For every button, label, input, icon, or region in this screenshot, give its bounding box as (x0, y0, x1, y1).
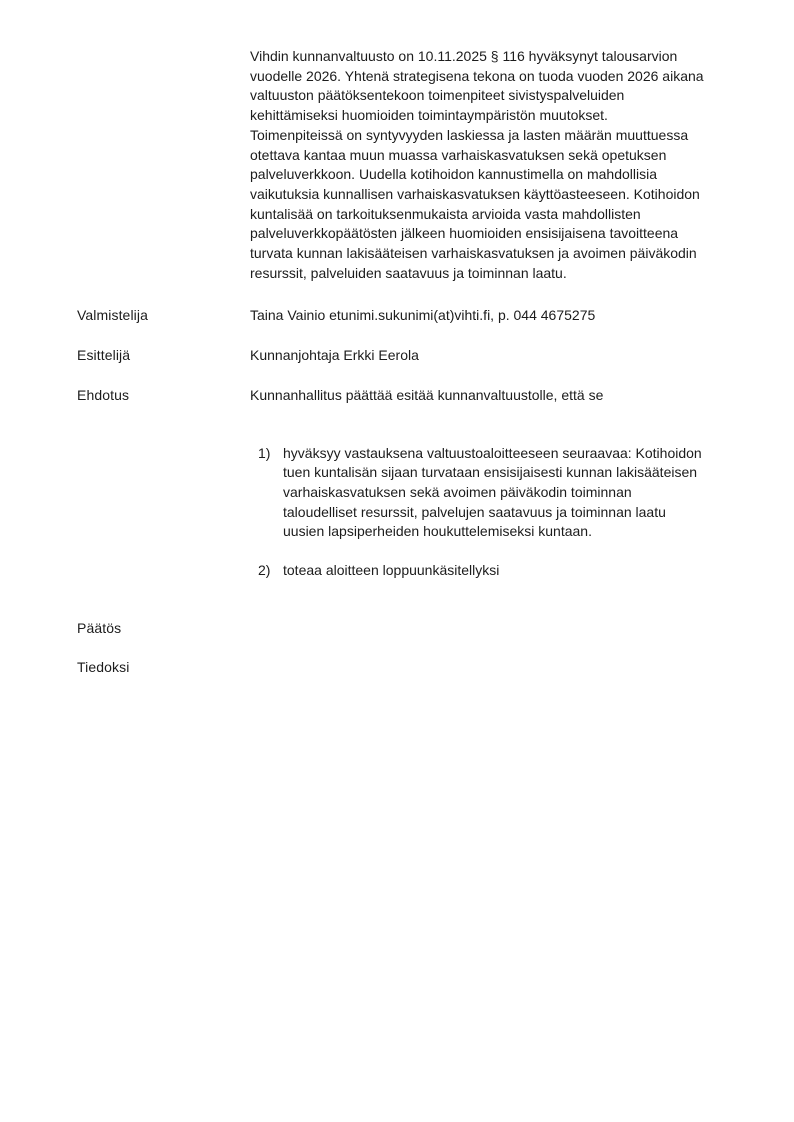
field-ehdotus (77, 386, 754, 406)
field-label-esittelija: Esittelijä (77, 347, 131, 364)
list-item-2-marker: 2) (258, 562, 271, 579)
list-item-1 (258, 444, 754, 543)
spacer (77, 581, 754, 619)
field-valmistelija (77, 306, 754, 326)
field-label-tiedoksi: Tiedoksi (77, 659, 130, 676)
body-section (77, 47, 754, 283)
list-item-1-text: hyväksyy vastauksena valtuustoaloitteeseen seuraavaa: Kotihoidon tuen kuntalisän sijaan turvataan ensisijaisesti kunnan lakisääteisen varhaiskasvatuksen sekä avoimen päiväkodin toiminnan taloudelliset resurssit, palvelujen saatavuus ja toiminnan laatu uusien lapsiperheiden houkuttelemiseksi kuntaan. (283, 444, 702, 540)
field-value-esittelija: Kunnanjohtaja Erkki Eerola (250, 347, 419, 364)
field-paatos (77, 619, 754, 639)
field-esittelija (77, 346, 754, 366)
proposal-list (77, 444, 754, 581)
list-item-2-text: toteaa aloitteen loppuunkäsitellyksi (283, 562, 500, 579)
field-value-ehdotus: Kunnanhallitus päättää esitää kunnanvaltuustolle, että se (250, 386, 604, 403)
field-tiedoksi (77, 658, 754, 678)
field-value-valmistelija: Taina Vainio etunimi.sukunimi(at)vihti.fi, p. 044 4675275 (250, 307, 596, 324)
field-label-ehdotus: Ehdotus (77, 386, 130, 403)
field-label-paatos: Päätös (77, 619, 122, 636)
list-item-1-marker: 1) (258, 444, 271, 461)
field-label-valmistelija: Valmistelija (77, 307, 148, 324)
body-paragraph: Vihdin kunnanvaltuusto on 10.11.2025 § 116 hyväksynyt talousarvion vuodelle 2026. Yhtenä strategisena tekona on tuoda vuoden 2026 aikana valtuuston päätöksentekoon toimenpiteet sivistyspalveluiden kehittämiseksi huomioiden toimintaympäristön muutokset. Toimenpiteissä on syntyvyyden laskiessa ja lasten määrän muuttuessa otettava kantaa muun muassa varhaiskasvatuksen sekä opetuksen palveluverkkoon. Uudella kotihoidon kannustimella on mahdollisia vaikutuksia kunnallisen varhaiskasvatuksen käyttöasteeseen. Kotihoidon kuntalisää on tarkoituksenmukaista arvioida vasta mahdollisten palveluverkkopäätösten jälkeen huomioiden ensisijaisena tavoitteena turvata kunnan lakisääteisen varhaiskasvatuksen ja avoimen päiväkodin resurssit, palveluiden saatavuus ja toiminnan laatu. (250, 48, 704, 281)
list-item-2 (258, 561, 754, 581)
